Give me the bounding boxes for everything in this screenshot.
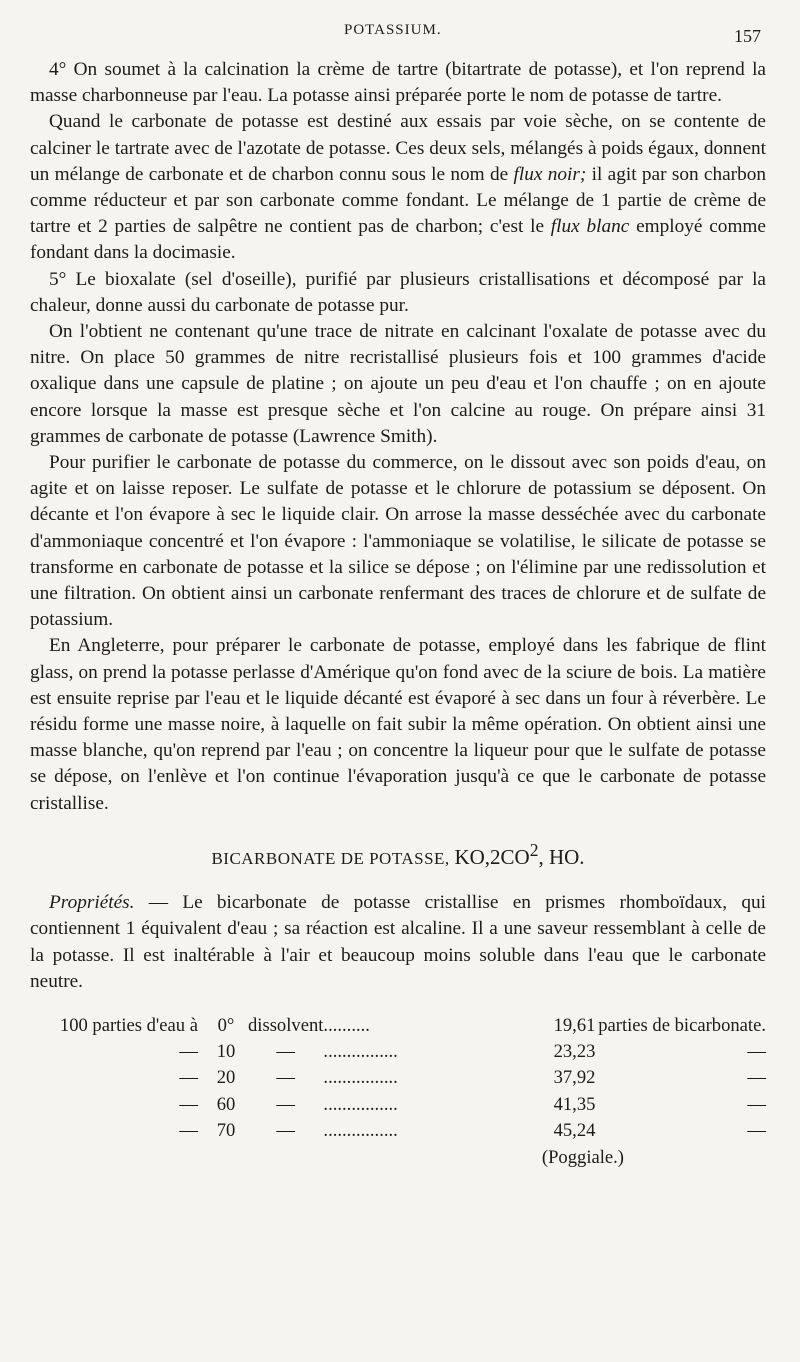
properties-label: Propriétés.: [49, 892, 135, 914]
table-row: [30, 1039, 766, 1065]
flux-text-3: employé comme fondant dans la docimasie.: [30, 216, 766, 264]
row-leader-dots: ................: [323, 1119, 398, 1141]
table-source: (Poggiale.): [541, 1146, 624, 1168]
properties-text: — Le bicarbonate de potasse cristallise en prismes rhomboïdaux, qui contiennent 1 équivalent d'eau ; sa réaction est alcaline. Il a une saveur ressemblant à celle de la potasse. Il est inaltérable à l'air et beaucoup moins soluble dans l'eau que le carbonate neutre.: [30, 892, 766, 992]
row-leader-dots: ................: [323, 1067, 398, 1089]
paragraph-flux: [30, 109, 766, 266]
row-leader-dots: ................: [323, 1093, 398, 1115]
formula-part-1: KO,2CO: [454, 844, 530, 869]
table-row: [30, 1065, 766, 1091]
row-verb: —: [276, 1067, 295, 1089]
row-temperature: 20: [216, 1067, 236, 1089]
formula-part-2: , HO.: [538, 844, 585, 869]
row-verb: dissolvent: [248, 1014, 324, 1036]
table-row: [30, 1013, 766, 1039]
paragraph-oxalate: On l'obtient ne contenant qu'une trace de nitrate en calcinant l'oxalate de potasse avec du nitre. On place 50 grammes de nitre recristallisé plusieurs fois et 100 grammes d'acide oxalique dans une capsule de platine ; on ajoute un peu d'eau et l'on chauffe ; on en ajoute encore lorsque la masse est presque sèche et l'on calcine au rouge. On prépare ainsi 31 grammes de carbonate de potasse (Lawrence Smith).: [30, 321, 766, 447]
row-unit: parties de bicarbonate.: [598, 1014, 766, 1036]
row-lead: —: [179, 1119, 198, 1141]
row-lead: —: [179, 1067, 198, 1089]
flux-text-2: il agit par son charbon comme réducteur et par son carbonate comme fondant. Le mélange de 1 partie de crème de tartre et 2 parties de salpêtre ne contient pas de charbon; c'est le: [30, 163, 767, 238]
row-value: 45,24: [553, 1119, 596, 1141]
paragraph-bioxalate: 5° Le bioxalate (sel d'oseille), purifié par plusieurs cristallisations et décomposé par la chaleur, donne aussi du carbonate de potasse pur.: [30, 268, 766, 316]
table-row: [30, 1118, 766, 1144]
body-text: [30, 57, 766, 1171]
flux-blanc-term: flux blanc: [550, 216, 630, 238]
page-number: 157: [734, 26, 761, 46]
row-temperature: 0°: [217, 1014, 235, 1036]
chemical-formula: [454, 839, 585, 869]
row-value: 41,35: [553, 1093, 596, 1115]
section-heading: [30, 837, 766, 872]
row-temperature: 70: [216, 1119, 236, 1141]
row-lead: 100 parties d'eau à: [59, 1014, 198, 1036]
formula-superscript: 2: [529, 839, 539, 860]
flux-text-1: Quand le carbonate de potasse est destiné aux essais par voie sèche, on se contente de calciner le tartrate avec de l'azotate de potasse. Ces deux sels, mélangés à poids égaux, donnent un mélange de carbonate et de charbon connu sous le nom de: [30, 111, 766, 185]
row-verb: —: [276, 1119, 295, 1141]
row-lead: —: [179, 1093, 198, 1115]
row-lead: —: [179, 1041, 198, 1063]
row-unit: —: [747, 1067, 766, 1089]
row-leader-dots: ................: [323, 1041, 398, 1063]
solubility-table: [30, 1013, 766, 1144]
row-verb: —: [276, 1093, 295, 1115]
row-unit: —: [747, 1093, 766, 1115]
row-verb: —: [276, 1041, 295, 1063]
row-temperature: 60: [216, 1093, 236, 1115]
paragraph-angleterre: En Angleterre, pour préparer le carbonate de potasse, employé dans les fabrique de flint glass, on prend la potasse perlasse d'Amérique qu'on fond avec de la sciure de bois. La matière est ensuite reprise par l'eau et le liquide décanté est évaporé à sec dans un four à réverbère. Le résidu forme une masse noire, à laquelle on fait subir la même opération. On obtient ainsi une masse blanche, qu'on reprend par l'eau ; on concentre la liqueur pour que le sulfate de potasse se dépose, on l'enlève et l'on continue l'évaporation jusqu'à ce que le carbonate de potasse cristallise.: [30, 635, 766, 814]
row-temperature: 10: [216, 1041, 236, 1063]
row-unit: —: [747, 1119, 766, 1141]
row-unit: —: [747, 1041, 766, 1063]
paragraph-purification: Pour purifier le carbonate de potasse du commerce, on le dissout avec son poids d'eau, on agite et on laisse reposer. Le sulfate de potasse et le chlorure de potassium se déposent. On décante et l'on évapore à sec le liquide clair. On arrose la masse desséchée avec du carbonate d'ammoniaque concentré et l'on évapore : l'ammoniaque se volatilise, le silicate de potasse se transforme en carbonate de potasse et la silice se dépose ; on l'élimine par une redissolution et une filtration. On obtient ainsi un carbonate renfermant des traces de chlorure et de sulfate de potassium.: [30, 452, 766, 631]
section-title-text: BICARBONATE DE POTASSE,: [211, 848, 450, 868]
running-head: [0, 22, 800, 46]
paragraph-properties: [30, 890, 766, 995]
table-row: [30, 1092, 766, 1118]
running-title: POTASSIUM.: [344, 22, 442, 38]
row-value: 19,61: [553, 1014, 596, 1036]
row-value: 37,92: [553, 1067, 596, 1089]
row-leader-dots: ..........: [323, 1014, 370, 1036]
paragraph-tartre: 4° On soumet à la calcination la crème de tartre (bitartrate de potasse), et l'on reprend la masse charbonneuse par l'eau. La potasse ainsi préparée porte le nom de potasse de tartre.: [30, 59, 766, 107]
flux-noir-term: flux noir;: [513, 163, 587, 185]
row-value: 23,23: [553, 1041, 596, 1063]
